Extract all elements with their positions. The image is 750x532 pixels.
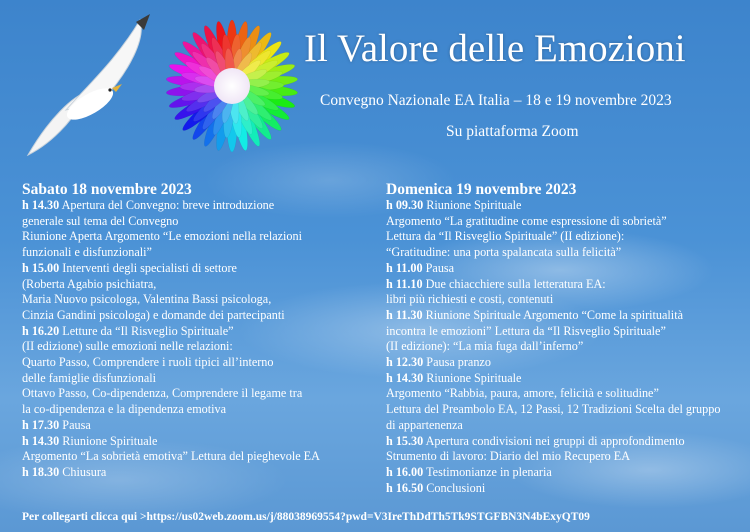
schedule-text: Apertura del Convegno: breve introduzione [59, 198, 275, 212]
schedule-text: Conclusioni [423, 480, 486, 495]
schedule-line [22, 402, 372, 418]
schedule-text: Chiusura [59, 464, 107, 479]
schedule-line [386, 214, 750, 230]
schedule-text: Pausa [59, 417, 91, 432]
schedule-line [22, 386, 372, 402]
schedule-text: Interventi degli specialisti di settore [59, 260, 237, 275]
schedule-line [386, 245, 750, 261]
schedule-text: Pausa pranzo [423, 355, 491, 370]
schedule-time: h 16.50 [386, 480, 424, 495]
schedule-line [22, 198, 372, 214]
schedule-line [386, 434, 750, 450]
schedule-text: Ottavo Passo, Co-dipendenza, Comprendere il legame tra [22, 386, 303, 401]
schedule-time: h 14.30 [22, 433, 60, 448]
schedule-text: Lettura del Preambolo EA, 12 Passi, 12 Tradizioni Scelta del gruppo [386, 402, 721, 417]
schedule-time: h 15.00 [22, 260, 60, 275]
schedule-line [386, 481, 750, 497]
page-title: Il Valore delle Emozioni [304, 27, 686, 70]
sunday-schedule [386, 181, 750, 496]
schedule-line [386, 324, 750, 340]
schedule-text: Riunione Spirituale [59, 433, 158, 448]
schedule-line [386, 198, 750, 214]
schedule-time: h 18.30 [22, 464, 60, 479]
schedule-text: funzionali e disfunzionali” [22, 245, 152, 260]
schedule-text: Riunione Spirituale [423, 198, 522, 212]
schedule-text: Riunione Spirituale Argomento “Come la spiritualità [422, 307, 683, 322]
schedule-line [22, 277, 372, 293]
schedule-text: “Gratitudine: una porta spalancata sulla felicità” [386, 245, 622, 260]
schedule-text: Testimonianze in plenaria [423, 464, 552, 479]
schedule-time: h 14.30 [386, 370, 424, 385]
schedule-line [386, 229, 750, 245]
schedule-text: Argomento “Rabbia, paura, amore, felicità e solitudine” [386, 386, 659, 401]
schedule-time: h 16.00 [386, 464, 424, 479]
sunday-heading: Domenica 19 novembre 2023 [386, 181, 577, 198]
schedule-line [386, 308, 750, 324]
schedule-line [22, 339, 372, 355]
schedule-text: Argomento “La sobrietà emotiva” Lettura del pieghevole EA [22, 449, 320, 464]
schedule-line [386, 277, 750, 293]
schedule-text: Lettura da “Il Risveglio Spirituale” (II edizione): [386, 229, 625, 244]
schedule-line [386, 292, 750, 308]
schedule-line [386, 339, 750, 355]
schedule-line [22, 418, 372, 434]
schedule-line [22, 449, 372, 465]
schedule-line [386, 355, 750, 371]
schedule-line [386, 418, 750, 434]
schedule-text: libri più richiesti e costi, contenuti [386, 292, 554, 307]
schedule-line [386, 465, 750, 481]
schedule-text: Pausa [422, 260, 455, 275]
schedule-text: Quarto Passo, Comprendere i ruoli tipici all’interno [22, 355, 274, 370]
schedule-text: la co-dipendenza e la dipendenza emotiva [22, 402, 227, 417]
schedule-line [22, 355, 372, 371]
schedule-line [22, 324, 372, 340]
schedule-text: Riunione Aperta Argomento “Le emozioni nella relazioni [22, 229, 303, 244]
schedule-line [22, 292, 372, 308]
schedule-text: (Roberta Agabio psichiatra, [22, 276, 157, 291]
schedule-line [22, 214, 372, 230]
seagull-icon [18, 0, 158, 165]
saturday-heading: Sabato 18 novembre 2023 [22, 181, 192, 198]
schedule-text: Letture da “Il Risveglio Spirituale” [59, 323, 234, 338]
schedule-text: (II edizione): “La mia fuga dall’inferno” [386, 339, 584, 354]
schedule-line [22, 465, 372, 481]
schedule-text: incontra le emozioni” Lettura da “Il Risveglio Spirituale” [386, 323, 666, 338]
schedule-line [22, 261, 372, 277]
schedule-line [386, 371, 750, 387]
schedule-line [386, 449, 750, 465]
schedule-text: Due chiacchiere sulla letteratura EA: [422, 276, 606, 291]
rainbow-flower-icon [160, 0, 310, 175]
event-subtitle: Convegno Nazionale EA Italia – 18 e 19 novembre 2023 [320, 92, 672, 109]
schedule-line [22, 229, 372, 245]
schedule-time: h 11.00 [386, 260, 423, 275]
schedule-text: Strumento di lavoro: Diario del mio Recupero EA [386, 449, 631, 464]
schedule-line [22, 308, 372, 324]
zoom-link[interactable]: Per collegarti clicca qui >https://us02web.zoom.us/j/88038969554?pwd=V3IreThDdTh5Tk9STGFBN3N4bExyQT09 [22, 511, 590, 523]
schedule-text: delle famiglie disfunzionali [22, 370, 157, 385]
schedule-line [386, 386, 750, 402]
schedule-line [22, 245, 372, 261]
schedule-text: Riunione Spirituale [423, 370, 522, 385]
saturday-schedule [22, 181, 372, 481]
schedule-time: h 16.20 [22, 323, 60, 338]
schedule-text: Cinzia Gandini psicologa) e domande dei partecipanti [22, 307, 285, 322]
schedule-text: Argomento “La gratitudine come espressione di sobrietà” [386, 213, 667, 228]
schedule-text: di appartenenza [386, 417, 463, 432]
schedule-text: Maria Nuovo psicologa, Valentina Bassi psicologa, [22, 292, 272, 307]
schedule-time: h 15.30 [386, 433, 424, 448]
schedule-time: h 11.30 [386, 307, 423, 322]
schedule-time: h 12.30 [386, 355, 424, 370]
schedule-text: Apertura condivisioni nei gruppi di approfondimento [423, 433, 685, 448]
schedule-time: h 11.10 [386, 276, 423, 291]
schedule-time: h 14.30 [22, 198, 60, 212]
schedule-time: h 17.30 [22, 417, 60, 432]
schedule-text: (II edizione) sulle emozioni nelle relazioni: [22, 339, 233, 354]
schedule-line [386, 402, 750, 418]
schedule-line [386, 261, 750, 277]
schedule-line [22, 434, 372, 450]
schedule-time: h 09.30 [386, 198, 424, 212]
schedule-text: generale sul tema del Convegno [22, 213, 179, 228]
platform-label: Su piattaforma Zoom [446, 123, 579, 140]
schedule-line [22, 371, 372, 387]
